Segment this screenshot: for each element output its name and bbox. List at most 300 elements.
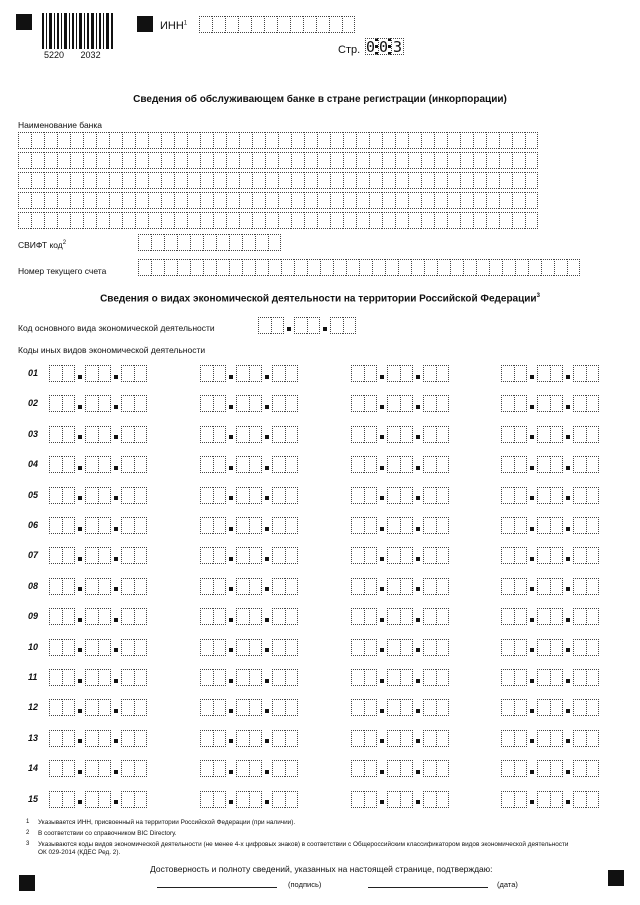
code-cell[interactable] [550,730,563,747]
code-segment[interactable] [387,639,413,656]
account-cell[interactable] [450,259,463,276]
account-cell[interactable] [255,259,268,276]
bank-name-cell[interactable] [304,132,317,149]
code-segment[interactable] [573,487,599,504]
code-segment[interactable] [501,608,527,625]
code-cell[interactable] [351,730,364,747]
code-cell[interactable] [85,760,98,777]
code-cell[interactable] [200,639,213,656]
bank-name-cell[interactable] [44,192,57,209]
code-cell[interactable] [249,760,262,777]
code-cell[interactable] [98,608,111,625]
code-segment[interactable] [49,547,75,564]
bank-name-cell[interactable] [499,172,512,189]
code-cell[interactable] [364,487,377,504]
code-cell[interactable] [364,730,377,747]
code-segment[interactable] [85,487,111,504]
code-cell[interactable] [550,365,563,382]
code-segment[interactable] [200,578,226,595]
code-cell[interactable] [134,608,147,625]
code-cell[interactable] [537,639,550,656]
bank-name-cell[interactable] [213,192,226,209]
code-segment[interactable] [236,456,262,473]
code-cell[interactable] [134,365,147,382]
activity-code-field[interactable] [49,669,147,686]
activity-code-field[interactable] [351,395,449,412]
bank-name-cell[interactable] [460,192,473,209]
bank-name-cell[interactable] [291,152,304,169]
code-cell[interactable] [351,456,364,473]
account-cell[interactable] [138,259,151,276]
activity-code-field[interactable] [501,760,599,777]
code-segment[interactable] [537,365,563,382]
account-cell[interactable] [216,259,229,276]
bank-name-cell[interactable] [460,212,473,229]
bank-name-cell[interactable] [31,152,44,169]
account-cell[interactable] [242,259,255,276]
code-cell[interactable] [436,456,449,473]
activity-code-field[interactable] [501,730,599,747]
code-cell[interactable] [501,791,514,808]
code-segment[interactable] [272,791,298,808]
bank-name-cell[interactable] [278,152,291,169]
code-segment[interactable] [85,395,111,412]
bank-name-cell[interactable] [486,212,499,229]
code-cell[interactable] [423,791,436,808]
code-segment[interactable] [501,365,527,382]
code-cell[interactable] [200,395,213,412]
code-cell[interactable] [586,487,599,504]
code-segment[interactable] [501,730,527,747]
code-segment[interactable] [200,547,226,564]
code-cell[interactable] [400,639,413,656]
code-cell[interactable] [98,639,111,656]
code-cell[interactable] [586,699,599,716]
code-segment[interactable] [573,760,599,777]
code-segment[interactable] [351,699,377,716]
code-segment[interactable] [200,608,226,625]
code-cell[interactable] [85,791,98,808]
bank-name-cell[interactable] [382,212,395,229]
code-cell[interactable] [134,517,147,534]
code-cell[interactable] [121,487,134,504]
code-cell[interactable] [330,317,343,334]
code-cell[interactable] [514,456,527,473]
bank-name-cell[interactable] [330,152,343,169]
bank-name-cell[interactable] [226,152,239,169]
code-segment[interactable] [423,547,449,564]
bank-name-cell[interactable] [187,192,200,209]
account-cell[interactable] [554,259,567,276]
bank-name-cell[interactable] [200,152,213,169]
code-cell[interactable] [272,791,285,808]
code-cell[interactable] [387,791,400,808]
code-cell[interactable] [400,517,413,534]
activity-code-field[interactable] [501,639,599,656]
bank-name-cell[interactable] [239,172,252,189]
code-cell[interactable] [436,426,449,443]
code-cell[interactable] [213,699,226,716]
activity-code-field[interactable] [49,517,147,534]
bank-name-cell[interactable] [96,132,109,149]
bank-name-cell[interactable] [109,192,122,209]
code-cell[interactable] [436,487,449,504]
bank-name-cell[interactable] [200,192,213,209]
code-cell[interactable] [200,608,213,625]
code-cell[interactable] [121,760,134,777]
code-segment[interactable] [423,395,449,412]
account-cell[interactable] [515,259,528,276]
bank-name-cell[interactable] [252,212,265,229]
code-segment[interactable] [258,317,284,334]
bank-name-cell[interactable] [122,212,135,229]
code-cell[interactable] [49,699,62,716]
bank-name-cell[interactable] [304,152,317,169]
code-segment[interactable] [537,395,563,412]
code-cell[interactable] [387,730,400,747]
account-cell[interactable] [424,259,437,276]
code-cell[interactable] [400,547,413,564]
code-cell[interactable] [272,547,285,564]
code-cell[interactable] [501,547,514,564]
code-cell[interactable] [121,669,134,686]
code-segment[interactable] [537,699,563,716]
bank-name-cell[interactable] [447,132,460,149]
bank-name-cell[interactable] [356,152,369,169]
code-cell[interactable] [213,365,226,382]
code-cell[interactable] [586,608,599,625]
bank-name-cell[interactable] [486,172,499,189]
account-cell[interactable] [320,259,333,276]
code-cell[interactable] [85,639,98,656]
code-cell[interactable] [134,547,147,564]
bank-name-cell[interactable] [369,172,382,189]
code-cell[interactable] [586,791,599,808]
code-cell[interactable] [351,426,364,443]
code-segment[interactable] [423,699,449,716]
code-segment[interactable] [387,517,413,534]
activity-code-field[interactable] [501,699,599,716]
bank-name-cell[interactable] [135,192,148,209]
account-cell[interactable] [385,259,398,276]
code-cell[interactable] [98,730,111,747]
swift-cell[interactable] [190,234,203,251]
swift-cell[interactable] [255,234,268,251]
code-segment[interactable] [200,760,226,777]
code-cell[interactable] [236,699,249,716]
code-cell[interactable] [236,730,249,747]
code-cell[interactable] [236,639,249,656]
code-cell[interactable] [285,487,298,504]
code-cell[interactable] [573,487,586,504]
bank-name-cell[interactable] [330,192,343,209]
activity-code-field[interactable] [351,760,449,777]
code-cell[interactable] [134,639,147,656]
bank-name-cell[interactable] [291,192,304,209]
code-cell[interactable] [423,760,436,777]
bank-name-cell[interactable] [213,132,226,149]
code-segment[interactable] [501,699,527,716]
code-cell[interactable] [400,456,413,473]
code-segment[interactable] [537,791,563,808]
bank-name-cell[interactable] [408,212,421,229]
code-cell[interactable] [285,365,298,382]
code-cell[interactable] [98,456,111,473]
code-cell[interactable] [537,760,550,777]
code-segment[interactable] [49,426,75,443]
activity-code-field[interactable] [351,669,449,686]
code-segment[interactable] [423,669,449,686]
activity-code-field[interactable] [200,426,298,443]
code-cell[interactable] [343,317,356,334]
activity-code-field[interactable] [501,547,599,564]
code-cell[interactable] [49,669,62,686]
code-segment[interactable] [121,517,147,534]
code-segment[interactable] [236,791,262,808]
code-cell[interactable] [351,669,364,686]
code-cell[interactable] [550,456,563,473]
bank-name-cell[interactable] [109,152,122,169]
activity-code-field[interactable] [49,487,147,504]
code-cell[interactable] [586,547,599,564]
code-segment[interactable] [121,547,147,564]
code-segment[interactable] [351,365,377,382]
code-cell[interactable] [586,517,599,534]
code-cell[interactable] [364,669,377,686]
code-segment[interactable] [236,547,262,564]
code-segment[interactable] [121,395,147,412]
bank-name-cell[interactable] [135,172,148,189]
code-cell[interactable] [550,426,563,443]
code-cell[interactable] [85,487,98,504]
code-cell[interactable] [236,791,249,808]
code-cell[interactable] [351,608,364,625]
code-cell[interactable] [537,547,550,564]
code-cell[interactable] [62,669,75,686]
bank-name-cell[interactable] [356,132,369,149]
code-segment[interactable] [272,760,298,777]
bank-name-cell[interactable] [31,192,44,209]
code-cell[interactable] [62,517,75,534]
code-segment[interactable] [85,608,111,625]
bank-name-cell[interactable] [382,172,395,189]
bank-name-cell[interactable] [174,132,187,149]
activity-code-field[interactable] [501,426,599,443]
bank-name-cell[interactable] [239,152,252,169]
code-cell[interactable] [387,639,400,656]
code-cell[interactable] [98,487,111,504]
account-cell[interactable] [567,259,580,276]
code-cell[interactable] [573,699,586,716]
bank-name-cell[interactable] [44,132,57,149]
bank-name-cell[interactable] [278,192,291,209]
code-cell[interactable] [514,426,527,443]
code-cell[interactable] [62,487,75,504]
code-segment[interactable] [200,669,226,686]
bank-name-cell[interactable] [265,172,278,189]
bank-name-cell[interactable] [473,132,486,149]
code-cell[interactable] [514,365,527,382]
bank-name-cell[interactable] [18,132,31,149]
bank-name-cell[interactable] [135,152,148,169]
code-cell[interactable] [387,395,400,412]
activity-code-field[interactable] [351,456,449,473]
code-cell[interactable] [351,487,364,504]
code-cell[interactable] [423,517,436,534]
code-segment[interactable] [387,730,413,747]
code-cell[interactable] [364,699,377,716]
bank-name-cell[interactable] [109,172,122,189]
code-cell[interactable] [400,395,413,412]
bank-name-cell[interactable] [395,152,408,169]
code-cell[interactable] [436,669,449,686]
code-cell[interactable] [249,517,262,534]
bank-name-cell[interactable] [330,132,343,149]
bank-name-cell[interactable] [512,192,525,209]
code-cell[interactable] [400,791,413,808]
code-cell[interactable] [400,426,413,443]
code-cell[interactable] [351,578,364,595]
code-cell[interactable] [387,365,400,382]
code-cell[interactable] [272,365,285,382]
code-cell[interactable] [49,639,62,656]
code-cell[interactable] [586,639,599,656]
bank-name-cell[interactable] [31,212,44,229]
code-cell[interactable] [213,395,226,412]
code-cell[interactable] [573,578,586,595]
bank-name-cell[interactable] [70,172,83,189]
account-cell[interactable] [307,259,320,276]
code-cell[interactable] [501,699,514,716]
code-cell[interactable] [249,547,262,564]
code-cell[interactable] [213,547,226,564]
bank-name-cell[interactable] [369,152,382,169]
code-segment[interactable] [85,669,111,686]
code-cell[interactable] [200,456,213,473]
bank-name-cell[interactable] [148,152,161,169]
code-segment[interactable] [423,730,449,747]
bank-name-row[interactable] [18,212,538,229]
code-segment[interactable] [351,608,377,625]
bank-name-cell[interactable] [408,132,421,149]
bank-name-cell[interactable] [226,192,239,209]
bank-name-row[interactable] [18,132,538,149]
bank-name-row[interactable] [18,172,538,189]
code-cell[interactable] [423,578,436,595]
bank-name-cell[interactable] [408,172,421,189]
code-cell[interactable] [62,395,75,412]
bank-name-cell[interactable] [317,152,330,169]
account-cell[interactable] [437,259,450,276]
code-cell[interactable] [501,760,514,777]
code-cell[interactable] [351,639,364,656]
code-cell[interactable] [387,426,400,443]
code-cell[interactable] [550,791,563,808]
code-segment[interactable] [236,639,262,656]
code-cell[interactable] [423,669,436,686]
code-cell[interactable] [272,578,285,595]
code-segment[interactable] [200,699,226,716]
code-cell[interactable] [537,699,550,716]
code-cell[interactable] [387,669,400,686]
code-cell[interactable] [272,699,285,716]
code-cell[interactable] [550,669,563,686]
code-cell[interactable] [98,426,111,443]
bank-name-cell[interactable] [96,212,109,229]
account-cell[interactable] [528,259,541,276]
activity-code-field[interactable] [351,426,449,443]
code-cell[interactable] [537,456,550,473]
bank-name-cell[interactable] [460,152,473,169]
code-cell[interactable] [200,365,213,382]
code-cell[interactable] [62,547,75,564]
bank-name-cell[interactable] [265,152,278,169]
code-cell[interactable] [501,426,514,443]
code-cell[interactable] [272,517,285,534]
inn-cell[interactable] [251,16,264,33]
code-segment[interactable] [85,426,111,443]
bank-name-cell[interactable] [44,172,57,189]
code-cell[interactable] [294,317,307,334]
inn-cell[interactable] [238,16,251,33]
code-cell[interactable] [387,456,400,473]
code-cell[interactable] [550,547,563,564]
code-segment[interactable] [49,760,75,777]
bank-name-cell[interactable] [200,172,213,189]
swift-cell[interactable] [177,234,190,251]
code-cell[interactable] [387,760,400,777]
activity-code-field[interactable] [49,578,147,595]
code-cell[interactable] [213,730,226,747]
code-segment[interactable] [423,517,449,534]
code-cell[interactable] [134,578,147,595]
code-segment[interactable] [121,578,147,595]
inn-cell[interactable] [290,16,303,33]
bank-name-cell[interactable] [434,212,447,229]
code-cell[interactable] [514,547,527,564]
code-cell[interactable] [586,395,599,412]
code-cell[interactable] [573,608,586,625]
activity-code-field[interactable] [200,699,298,716]
bank-name-cell[interactable] [161,192,174,209]
bank-name-row[interactable] [18,152,538,169]
code-cell[interactable] [134,730,147,747]
account-cell[interactable] [541,259,554,276]
bank-name-cell[interactable] [109,212,122,229]
code-cell[interactable] [351,517,364,534]
code-cell[interactable] [272,608,285,625]
code-segment[interactable] [351,760,377,777]
bank-name-cell[interactable] [486,192,499,209]
bank-name-cell[interactable] [369,212,382,229]
code-cell[interactable] [49,517,62,534]
code-cell[interactable] [285,456,298,473]
activity-code-field[interactable] [351,699,449,716]
bank-name-cell[interactable] [122,152,135,169]
activity-code-field[interactable] [49,365,147,382]
account-cell[interactable] [164,259,177,276]
code-cell[interactable] [537,426,550,443]
inn-cell[interactable] [329,16,342,33]
code-cell[interactable] [586,669,599,686]
code-segment[interactable] [330,317,356,334]
bank-name-cell[interactable] [330,172,343,189]
bank-name-cell[interactable] [317,172,330,189]
code-cell[interactable] [436,395,449,412]
bank-name-cell[interactable] [473,152,486,169]
activity-code-field[interactable] [49,395,147,412]
activity-code-field[interactable] [49,547,147,564]
